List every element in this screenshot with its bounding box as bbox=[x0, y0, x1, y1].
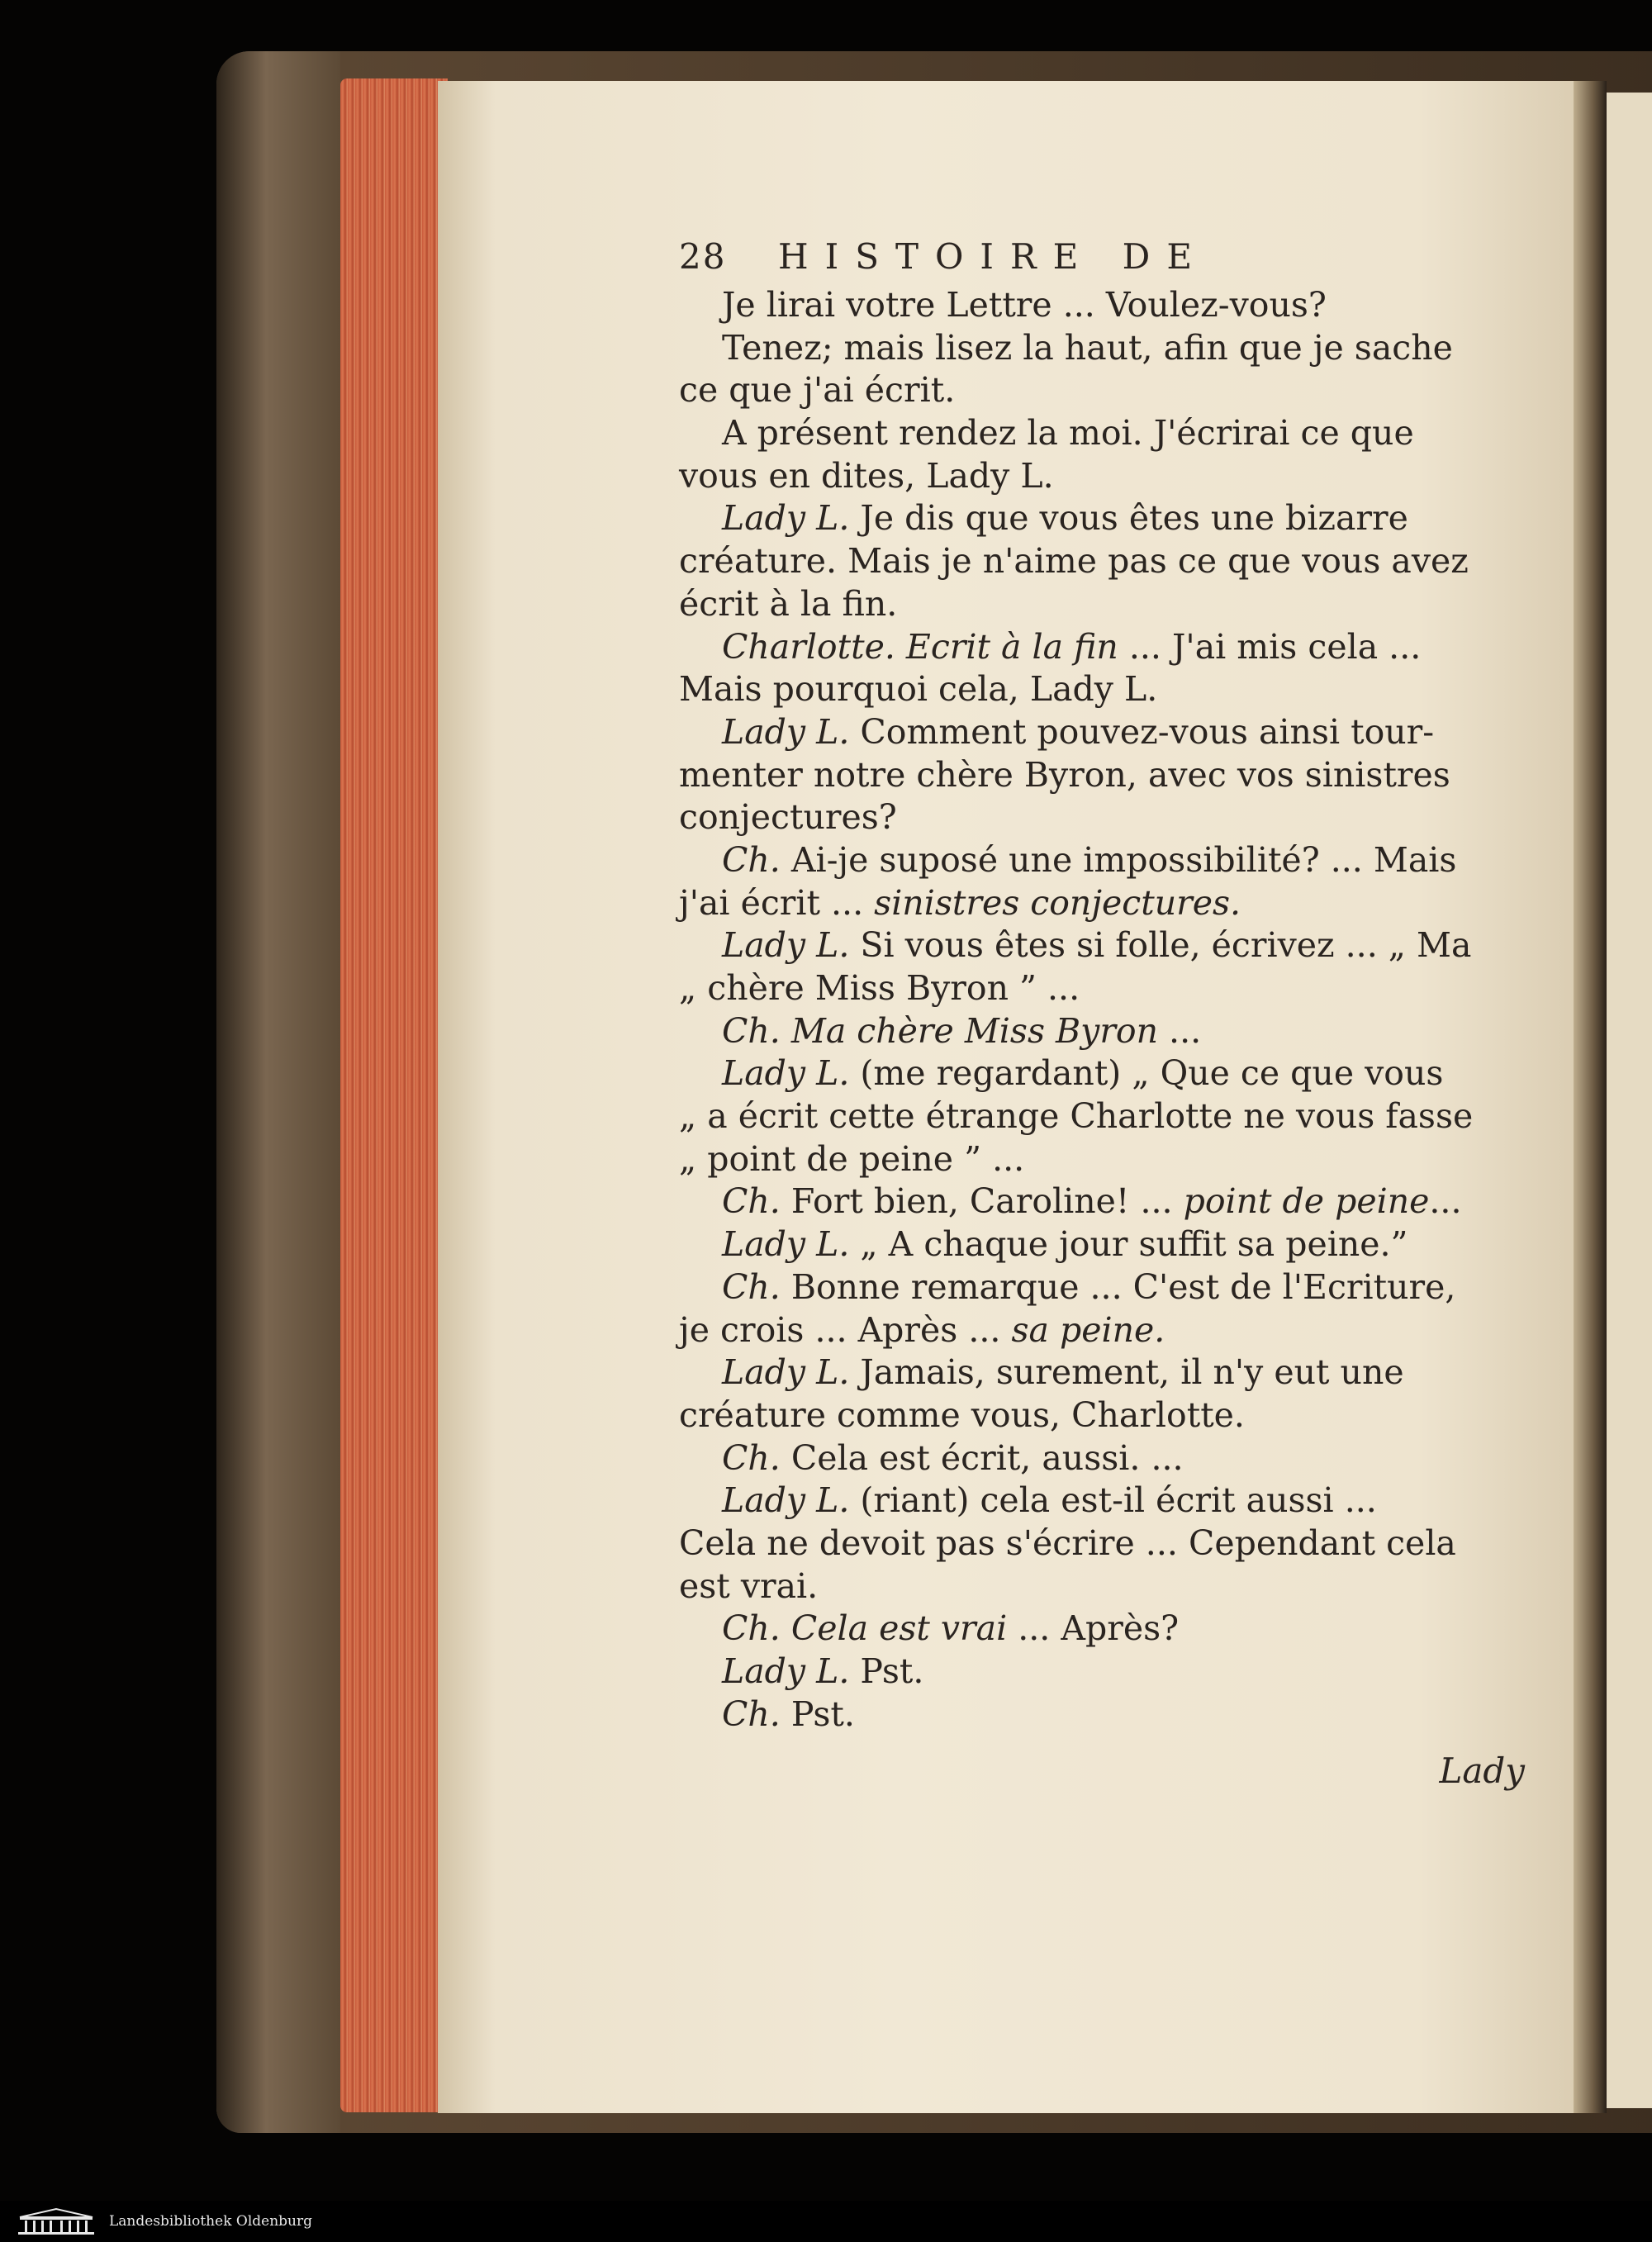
text-line bbox=[679, 924, 1525, 967]
italic-text-segment: Lady L. bbox=[722, 1352, 850, 1393]
text-segment: „ a écrit cette étrange Charlotte ne vous fasse bbox=[679, 1096, 1474, 1137]
italic-text-segment: sinistres conjectures. bbox=[874, 882, 1241, 923]
catchword: Lady bbox=[1439, 1750, 1525, 1792]
text-segment: ... J'ai mis cela ... bbox=[1118, 626, 1422, 667]
italic-text-segment: Ch. bbox=[722, 1266, 781, 1307]
italic-text-segment: Lady L. bbox=[722, 1480, 850, 1521]
italic-text-segment: Lady L. bbox=[722, 1053, 850, 1094]
page-header bbox=[679, 236, 1525, 283]
italic-text-segment: Ch. Cela est vrai bbox=[722, 1608, 1008, 1649]
text-segment: vous en dites, Lady L. bbox=[679, 455, 1054, 496]
italic-text-segment: sa peine. bbox=[1011, 1309, 1165, 1350]
library-building-icon bbox=[17, 2207, 96, 2235]
text-line bbox=[679, 711, 1525, 754]
text-line bbox=[679, 1010, 1525, 1053]
text-line bbox=[679, 1309, 1525, 1352]
text-line bbox=[679, 668, 1525, 711]
text-line bbox=[679, 540, 1525, 583]
text-segment: je crois ... Après ... bbox=[679, 1309, 1012, 1350]
italic-text-segment: Ch. bbox=[722, 1181, 781, 1222]
page-number: 28 bbox=[679, 236, 727, 277]
text-segment: Fort bien, Caroline! ... bbox=[780, 1181, 1184, 1222]
text-segment: Pst. bbox=[780, 1693, 855, 1734]
text-line bbox=[679, 1223, 1525, 1266]
text-line bbox=[679, 796, 1525, 839]
text-segment: Bonne remarque ... C'est de l'Ecriture, bbox=[780, 1266, 1456, 1307]
text-segment: Comment pouvez-vous ainsi tour- bbox=[849, 711, 1435, 752]
text-line bbox=[679, 1052, 1525, 1095]
text-segment: conjectures? bbox=[679, 797, 897, 838]
text-segment: Si vous êtes si folle, écrivez ... „ Ma bbox=[849, 925, 1472, 966]
text-segment: „ chère Miss Byron ” ... bbox=[679, 968, 1080, 1008]
text-segment: Jamais, surement, il n'y eut une bbox=[849, 1352, 1404, 1393]
footer-bar bbox=[0, 2201, 1652, 2242]
italic-text-segment: Lady L. bbox=[722, 1651, 850, 1691]
text-segment: écrit à la fin. bbox=[679, 583, 898, 624]
text-segment: Cela ne devoit pas s'écrire ... Cependant cela bbox=[679, 1522, 1456, 1563]
facing-page-edge bbox=[1607, 93, 1652, 2108]
text-lines bbox=[679, 284, 1525, 1736]
text-line bbox=[679, 1138, 1525, 1181]
text-line bbox=[679, 1693, 1525, 1736]
text-line bbox=[679, 497, 1525, 540]
text-segment: „ point de peine ” ... bbox=[679, 1138, 1025, 1179]
text-line bbox=[679, 754, 1525, 797]
text-segment: Cela est écrit, aussi. ... bbox=[780, 1437, 1184, 1478]
text-line bbox=[679, 1608, 1525, 1651]
text-line bbox=[679, 1480, 1525, 1522]
running-head: HISTOIRE DE bbox=[778, 236, 1208, 277]
text-segment: Tenez; mais lisez la haut, afin que je sache bbox=[722, 327, 1453, 368]
text-line bbox=[679, 1394, 1525, 1437]
text-segment: ... bbox=[1429, 1181, 1462, 1222]
text-line bbox=[679, 1266, 1525, 1309]
text-segment: ce que j'ai écrit. bbox=[679, 370, 956, 411]
text-segment: Pst. bbox=[849, 1651, 924, 1691]
text-line bbox=[679, 1522, 1525, 1565]
text-segment: menter notre chère Byron, avec vos sinistres bbox=[679, 754, 1450, 795]
italic-text-segment: Lady L. bbox=[722, 498, 850, 539]
text-segment: créature comme vous, Charlotte. bbox=[679, 1394, 1245, 1435]
text-segment: ... bbox=[1158, 1010, 1202, 1051]
italic-text-segment: Charlotte. Ecrit à la fin bbox=[722, 626, 1118, 667]
text-line bbox=[679, 1565, 1525, 1608]
text-line bbox=[679, 1437, 1525, 1480]
text-line bbox=[679, 1180, 1525, 1223]
text-line bbox=[679, 369, 1525, 412]
text-line bbox=[679, 583, 1525, 626]
italic-text-segment: Lady L. bbox=[722, 711, 850, 752]
text-line bbox=[679, 455, 1525, 498]
italic-text-segment: Lady L. bbox=[722, 1224, 850, 1265]
text-segment: ... Après? bbox=[1007, 1608, 1180, 1649]
text-line bbox=[679, 412, 1525, 455]
text-segment: créature. Mais je n'aime pas ce que vous avez bbox=[679, 541, 1469, 582]
italic-text-segment: Ch. bbox=[722, 839, 781, 880]
page-edges bbox=[340, 78, 448, 2112]
text-segment: Ai-je suposé une impossibilité? ... Mais bbox=[780, 839, 1457, 880]
text-line bbox=[679, 1351, 1525, 1394]
text-line bbox=[679, 284, 1525, 327]
text-line bbox=[679, 839, 1525, 882]
text-segment: est vrai. bbox=[679, 1565, 819, 1606]
text-segment: Je dis que vous êtes une bizarre bbox=[849, 498, 1408, 539]
text-segment: Je lirai votre Lettre ... Voulez-vous? bbox=[722, 285, 1327, 325]
page-text-block bbox=[679, 236, 1525, 1791]
text-line bbox=[679, 1095, 1525, 1138]
italic-text-segment: Lady L. bbox=[722, 925, 850, 966]
text-segment: Mais pourquoi cela, Lady L. bbox=[679, 669, 1158, 710]
text-segment: (riant) cela est-il écrit aussi ... bbox=[849, 1480, 1377, 1521]
text-line bbox=[679, 1651, 1525, 1693]
text-line bbox=[679, 967, 1525, 1010]
text-line bbox=[679, 626, 1525, 669]
italic-text-segment: Ch. bbox=[722, 1437, 781, 1478]
text-line bbox=[679, 882, 1525, 925]
italic-text-segment: Ch. Ma chère Miss Byron bbox=[722, 1010, 1159, 1051]
text-segment: (me regardant) „ Que ce que vous bbox=[849, 1053, 1444, 1094]
book-spine bbox=[216, 51, 340, 2133]
italic-text-segment: Ch. bbox=[722, 1693, 781, 1734]
text-segment: j'ai écrit ... bbox=[679, 882, 875, 923]
text-line bbox=[679, 327, 1525, 370]
footer-label: Landesbibliothek Oldenburg bbox=[109, 2213, 313, 2230]
text-segment: A présent rendez la moi. J'écrirai ce que bbox=[722, 413, 1414, 454]
italic-text-segment: point de peine bbox=[1183, 1181, 1430, 1222]
text-segment: „ A chaque jour suffit sa peine.” bbox=[849, 1224, 1408, 1265]
page-gutter bbox=[1574, 81, 1607, 2113]
